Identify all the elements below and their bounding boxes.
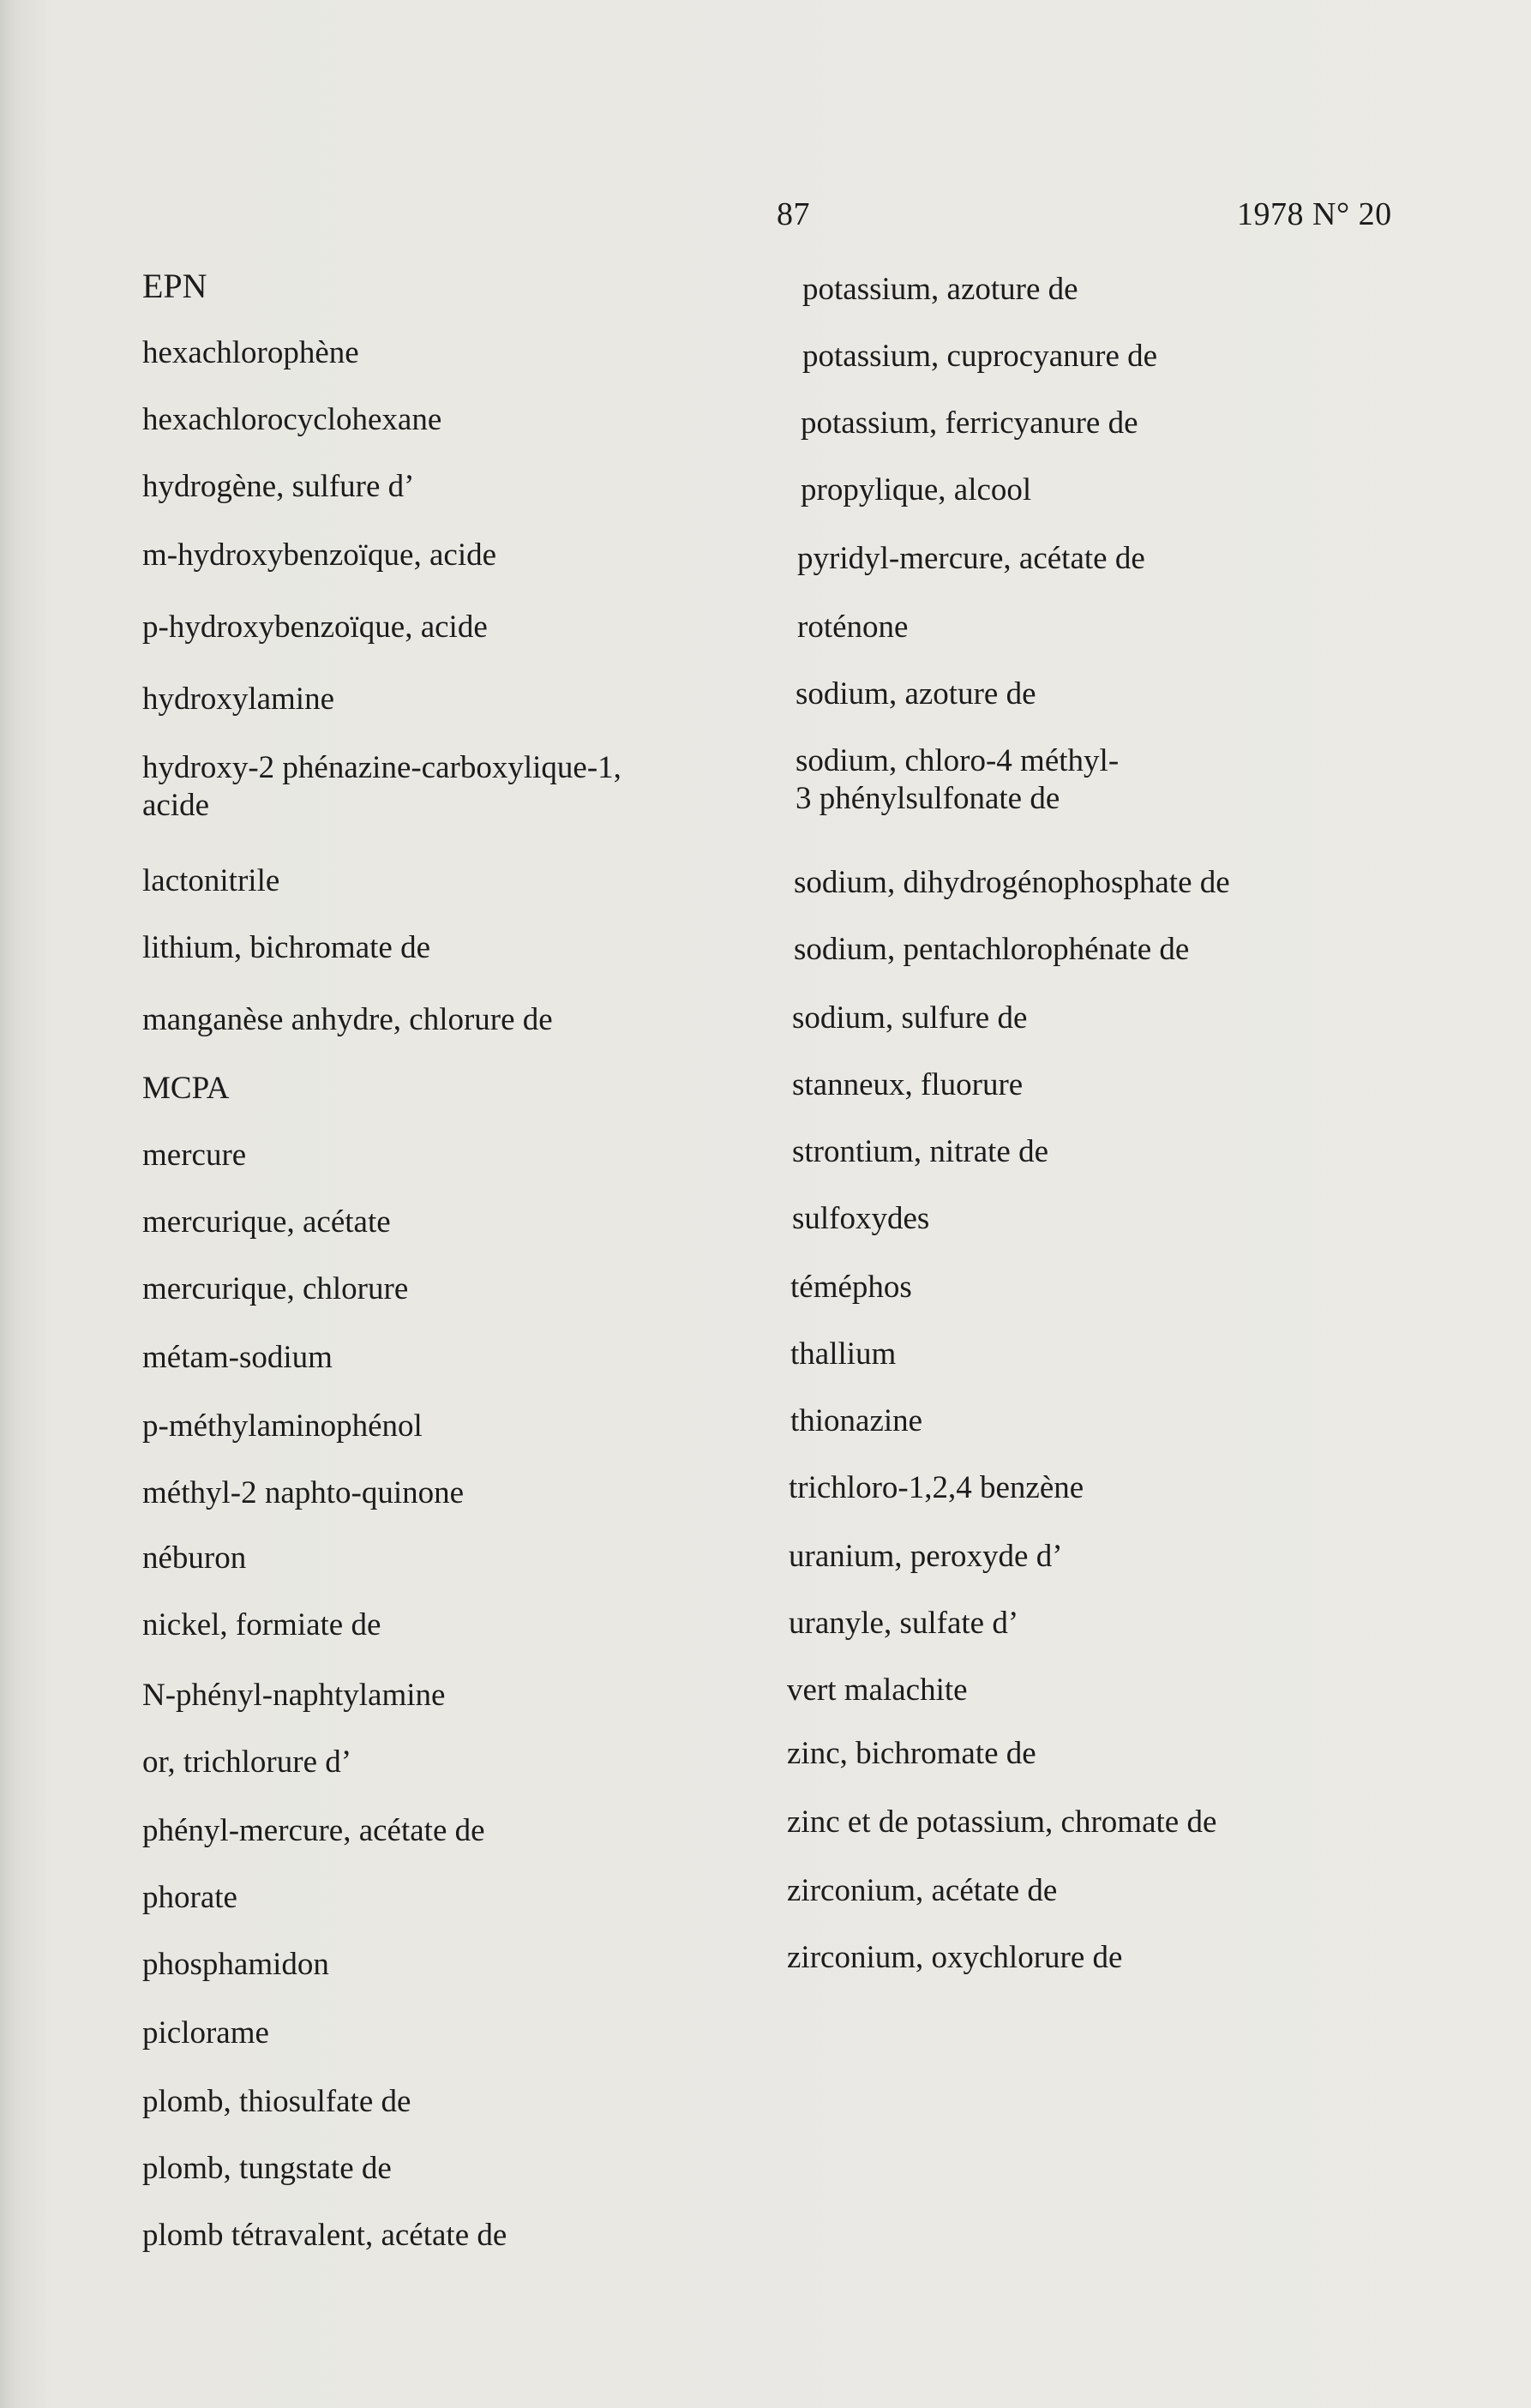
list-item: hydrogène, sulfure d’ — [142, 469, 415, 504]
list-item: sodium, sulfure de — [792, 1000, 1028, 1036]
list-item: lithium, bichromate de — [142, 930, 430, 965]
list-item: pyridyl-mercure, acétate de — [797, 541, 1145, 576]
list-item: sodium, dihydrogénophosphate de — [794, 865, 1230, 900]
list-item: phényl-mercure, acétate de — [142, 1813, 485, 1848]
list-item: sodium, chloro-4 méthyl- 3 phénylsulfonate de — [796, 743, 1120, 817]
list-item: zirconium, oxychlorure de — [787, 1940, 1123, 1975]
list-item: p-méthylaminophénol — [142, 1408, 423, 1444]
list-item: m-hydroxybenzoïque, acide — [142, 537, 497, 573]
list-item: roténone — [797, 610, 909, 645]
list-item: zirconium, acétate de — [787, 1873, 1058, 1908]
list-item: trichloro-1,2,4 benzène — [789, 1470, 1084, 1505]
issue-label: 1978 N° 20 — [1237, 196, 1392, 232]
list-item: plomb tétravalent, acétate de — [142, 2218, 507, 2253]
list-item: N-phényl-naphtylamine — [142, 1678, 446, 1713]
list-item: méthyl-2 naphto-quinone — [142, 1475, 465, 1510]
list-item: vert malachite — [787, 1672, 968, 1708]
list-item: potassium, azoture de — [802, 272, 1078, 307]
list-item: lactonitrile — [142, 863, 280, 898]
list-item: phorate — [142, 1880, 237, 1915]
list-item: MCPA — [142, 1071, 230, 1106]
list-item: piclorame — [142, 2015, 269, 2051]
list-item: uranyle, sulfate d’ — [789, 1606, 1019, 1641]
list-item: mercure — [142, 1138, 247, 1173]
list-item: plomb, thiosulfate de — [142, 2084, 411, 2119]
list-item: thallium — [790, 1336, 897, 1372]
list-item: plomb, tungstate de — [142, 2151, 392, 2186]
list-item: or, trichlorure d’ — [142, 1744, 352, 1780]
list-item: hexachlorophène — [142, 335, 359, 370]
list-item: métam-sodium — [142, 1340, 333, 1375]
list-item: zinc et de potassium, chromate de — [787, 1804, 1217, 1840]
list-item: p-hydroxybenzoïque, acide — [142, 610, 488, 645]
list-item: potassium, cuprocyanure de — [802, 339, 1158, 374]
page-number: 87 — [777, 196, 810, 232]
list-item: phosphamidon — [142, 1947, 329, 1982]
list-item: téméphos — [790, 1270, 912, 1305]
list-item: nickel, formiate de — [142, 1607, 381, 1642]
list-item: sodium, pentachlorophénate de — [794, 932, 1190, 967]
list-item: sulfoxydes — [792, 1201, 930, 1236]
list-item: manganèse anhydre, chlorure de — [142, 1002, 553, 1037]
list-item: sodium, azoture de — [796, 676, 1036, 712]
list-item: stanneux, fluorure — [792, 1067, 1024, 1102]
list-item: potassium, ferricyanure de — [801, 405, 1138, 441]
list-item: mercurique, acétate — [142, 1204, 391, 1240]
list-item: néburon — [142, 1540, 247, 1576]
list-item: zinc, bichromate de — [787, 1736, 1036, 1771]
list-item: propylique, alcool — [801, 472, 1032, 507]
list-item: hydroxy-2 phénazine-carboxylique-1, acide — [142, 750, 621, 824]
list-item: thionazine — [790, 1403, 923, 1438]
list-item: mercurique, chlorure — [142, 1271, 409, 1306]
list-item: uranium, peroxyde d’ — [789, 1539, 1063, 1574]
list-item: EPN — [142, 267, 207, 305]
list-item: hexachlorocyclohexane — [142, 402, 442, 437]
list-item: strontium, nitrate de — [792, 1134, 1049, 1169]
list-item: hydroxylamine — [142, 682, 335, 717]
